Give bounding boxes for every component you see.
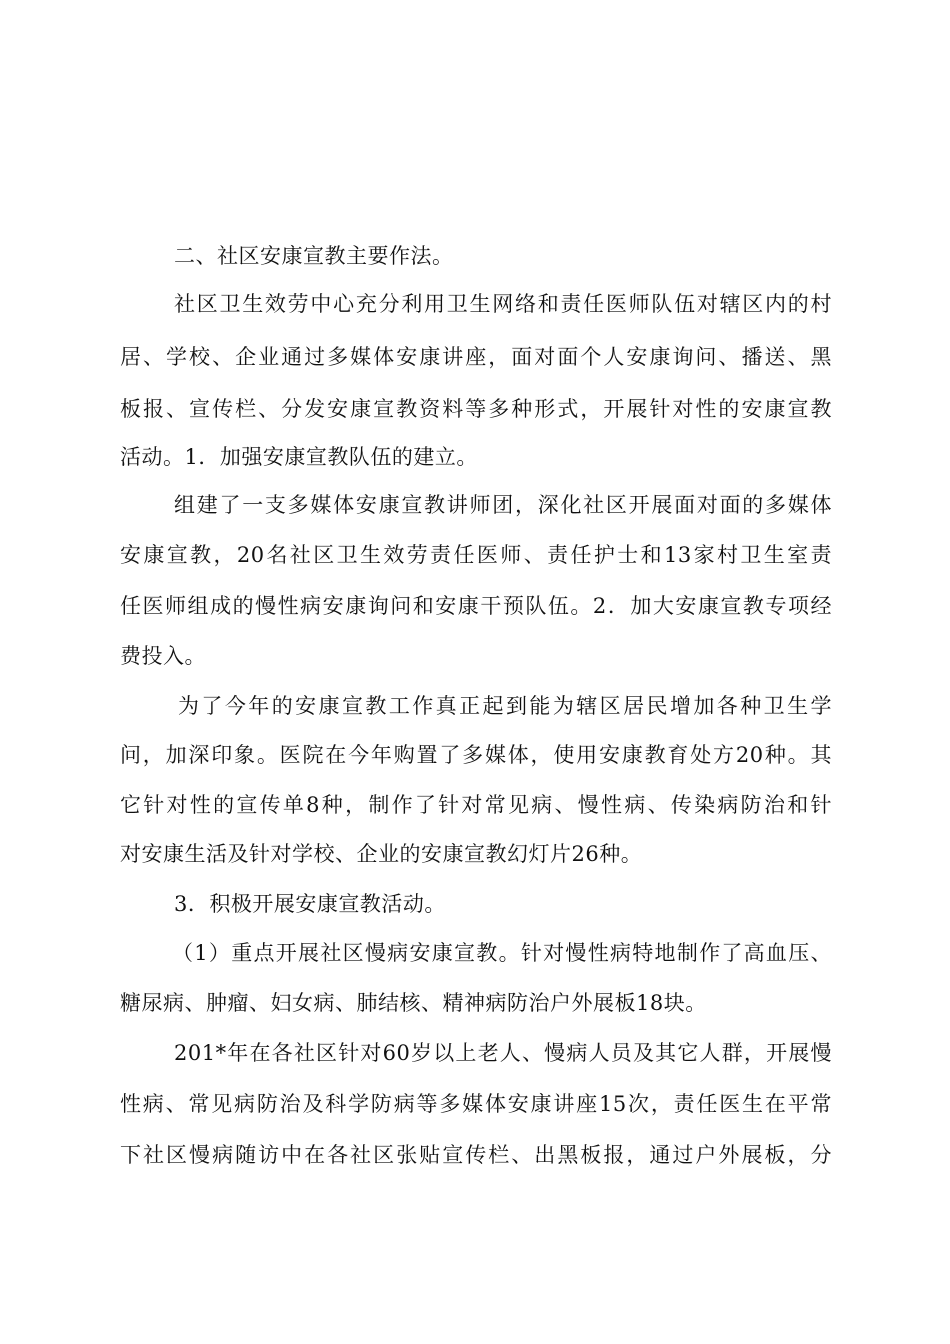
paragraph-line: 组建了一支多媒体安康宣教讲师团，深化社区开展面对面的多媒体 [174,493,832,517]
paragraph-line: 安康宣教，20名社区卫生效劳责任医师、责任护士和13家村卫生室责 [120,543,832,567]
paragraph-line: 社区卫生效劳中心充分利用卫生网络和责任医师队伍对辖区内的村 [174,292,832,316]
paragraph-line: 糖尿病、肿瘤、妇女病、肺结核、精神病防治户外展板18块。 [120,991,707,1015]
paragraph-line: 对安康生活及针对学校、企业的安康宣教幻灯片26种。 [120,842,643,866]
paragraph-line: 活动。1．加强安康宣教队伍的建立。 [120,445,478,469]
paragraph-line: 为了今年的安康宣教工作真正起到能为辖区居民增加各种卫生学 [178,694,832,718]
paragraph-line: 问，加深印象。医院在今年购置了多媒体，使用安康教育处方20种。其 [120,743,832,767]
paragraph-line: 性病、常见病防治及科学防病等多媒体安康讲座15次，责任医生在平常 [120,1092,832,1116]
paragraph-line: 板报、宣传栏、分发安康宣教资料等多种形式，开展针对性的安康宣教 [120,397,832,421]
paragraph-line: 它针对性的宣传单8种，制作了针对常见病、慢性病、传染病防治和针 [120,793,832,817]
paragraph-line: 3．积极开展安康宣教活动。 [174,892,446,916]
paragraph-line: 任医师组成的慢性病安康询问和安康干预队伍。2．加大安康宣教专项经 [120,594,832,618]
section-heading: 二、社区安康宣教主要作法。 [174,244,454,268]
paragraph-line: 居、学校、企业通过多媒体安康讲座，面对面个人安康询问、播送、黑 [120,345,832,369]
paragraph-line: 下社区慢病随访中在各社区张贴宣传栏、出黑板报，通过户外展板，分 [120,1143,832,1167]
paragraph-line: 费投入。 [120,644,206,668]
paragraph-line: （1）重点开展社区慢病安康宣教。针对慢性病特地制作了高血压、 [172,941,832,965]
paragraph-line: 201*年在各社区针对60岁以上老人、慢病人员及其它人群，开展慢 [174,1041,832,1065]
